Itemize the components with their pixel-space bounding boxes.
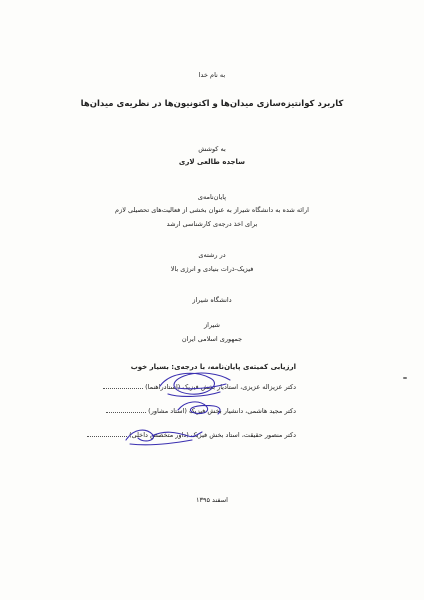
scan-mark <box>403 377 407 379</box>
thesis-title: کاربرد کوانتیزه‌سازی میدان‌ها و اکتونیون‌ها در نظریه‌ی میدان‌ها <box>80 99 344 109</box>
country: جمهوری اسلامی ایران <box>181 335 243 343</box>
university-name: دانشگاه شیراز <box>192 296 232 304</box>
signature-line <box>106 408 146 413</box>
field-value: فیزیک-ذرات بنیادی و انرژی بالا <box>170 265 254 273</box>
committee-member-text: دکتر مجید هاشمی، دانشیار بخش فیزیک (استاد مشاور) <box>148 407 296 415</box>
date: اسفند ۱۳۹۵ <box>196 496 228 504</box>
committee-member-text: دکتر منصور حقیقت، استاد بخش فیزیک (داور متخصص داخلی) <box>129 431 296 439</box>
by-label: به کوشش <box>198 145 226 153</box>
evaluation-heading: ارزیابی کمیته‌ی پایان‌نامه، با درجه‌ی: بسیار خوب <box>130 363 296 371</box>
signature-line <box>103 384 143 389</box>
author-name: ساجده طالعی لاری <box>178 158 246 166</box>
university-city: شیراز <box>204 321 220 329</box>
thesis-label: پایان‌نامه‌ی <box>197 193 227 201</box>
thesis-description-line1: ارائه شده به دانشگاه شیراز به عنوان بخشی از فعالیت‌های تحصیلی لازم <box>115 206 309 214</box>
basmala: به نام خدا <box>198 71 226 79</box>
thesis-description-line2: برای اخذ درجه‌ی کارشناسی ارشد <box>166 220 258 228</box>
committee-member-text: دکتر عزیزاله عزیزی، استادیار بخش فیزیک (استادراهنما) <box>145 383 296 391</box>
field-label: در رشته‌ی <box>198 251 226 259</box>
signature-2 <box>170 396 230 420</box>
signature-3 <box>118 422 208 452</box>
